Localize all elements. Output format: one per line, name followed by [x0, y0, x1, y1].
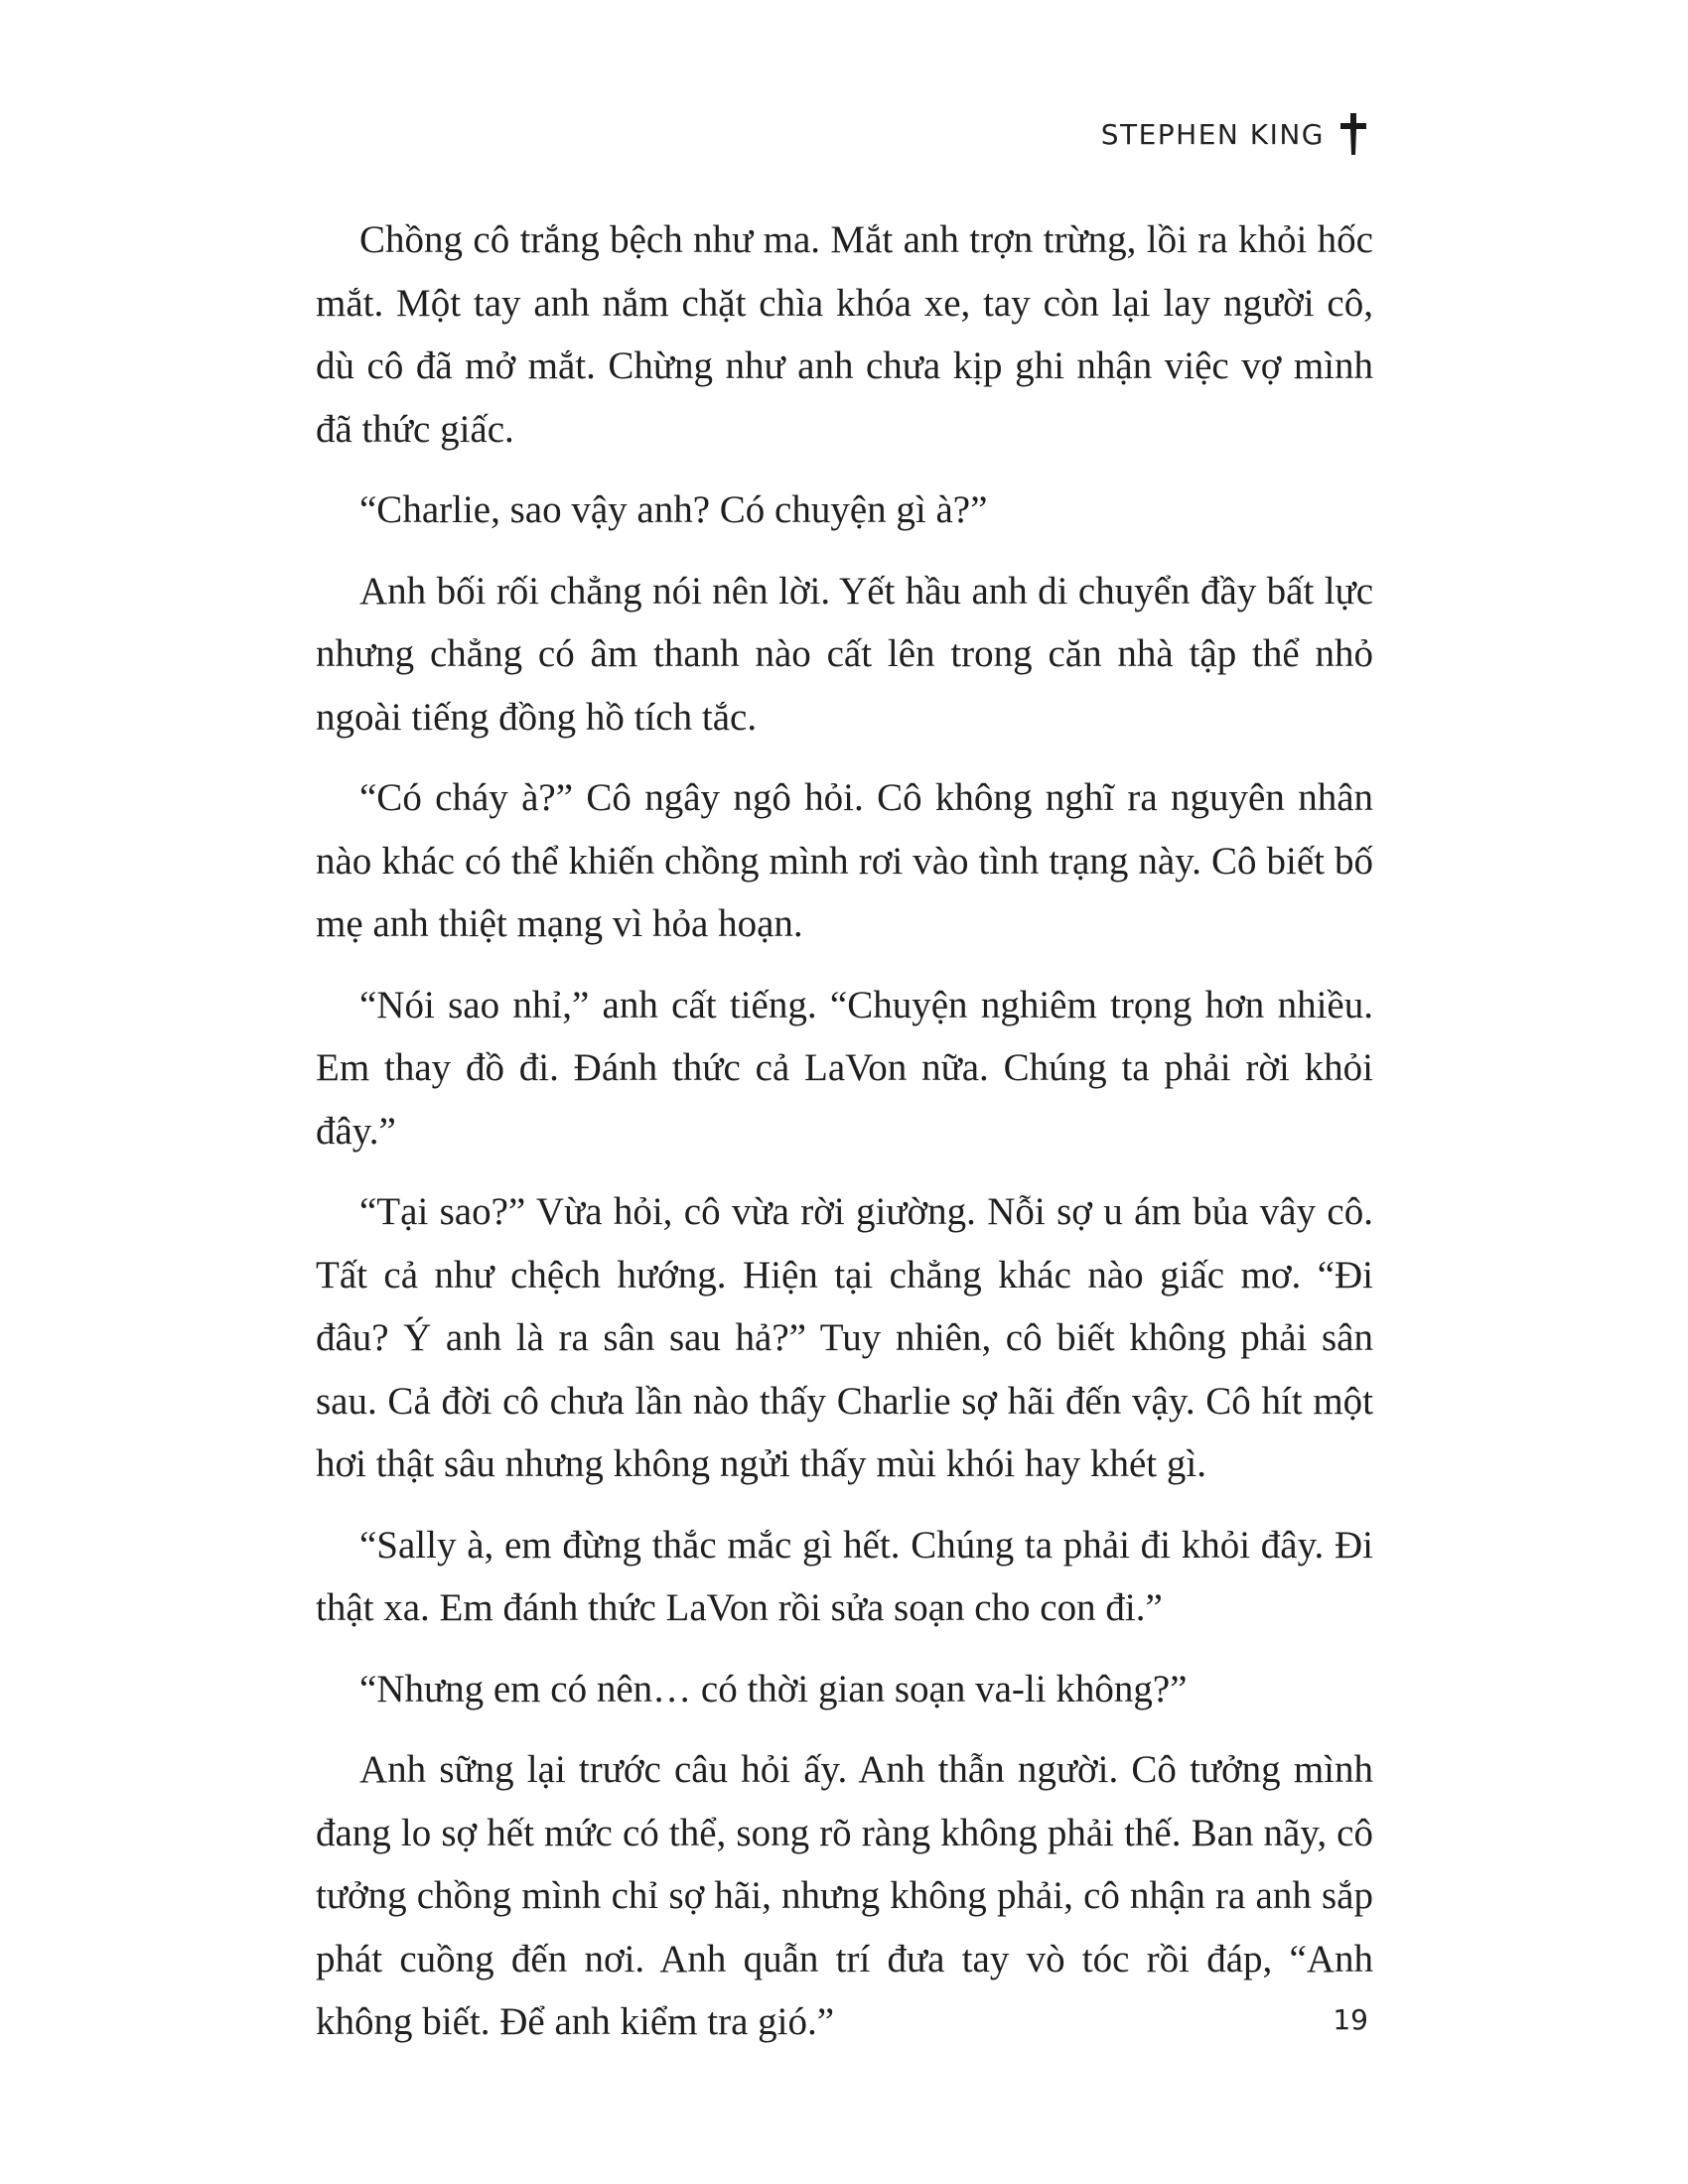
chapter-body: [316, 208, 1373, 2072]
paragraph-7: “Sally à, em đừng thắc mắc gì hết. Chúng ta phải đi khỏi đây. Đi thật xa. Em đánh thức LaVon rồi sửa soạn cho con đi.”: [316, 1523, 1373, 1629]
paragraph-5: “Nói sao nhỉ,” anh cất tiếng. “Chuyện nghiêm trọng hơn nhiều. Em thay đồ đi. Đánh thức cả LaVon nữa. Chúng ta phải rời khỏi đây.”: [316, 983, 1373, 1153]
cross-icon: [1338, 111, 1368, 157]
page-number: 19: [1333, 2003, 1368, 2036]
paragraph-8: “Nhưng em có nên… có thời gian soạn va-li không?”: [359, 1667, 1188, 1710]
paragraph-4: “Có cháy à?” Cô ngây ngô hỏi. Cô không nghĩ ra nguyên nhân nào khác có thể khiến chồng mình rơi vào tình trạng này. Cô biết bố mẹ anh thiệt mạng vì hỏa hoạn.: [316, 776, 1373, 945]
paragraph-9: Anh sững lại trước câu hỏi ấy. Anh thẫn người. Cô tưởng mình đang lo sợ hết mức có thể, song rõ ràng không phải thế. Ban nãy, cô tưởng chồng mình chỉ sợ hãi, nhưng không phải, cô nhận ra anh sắp phát cuồng đến nơi. Anh quẫn trí đưa tay vò tóc rồi đáp, “Anh không biết. Để anh kiểm tra gió.”: [316, 1748, 1373, 2043]
paragraph-1: Chồng cô trắng bệch như ma. Mắt anh trợn trừng, lồi ra khỏi hốc mắt. Một tay anh nắm chặt chìa khóa xe, tay còn lại lay người cô, dù cô đã mở mắt. Chừng như anh chưa kịp ghi nhận việc vợ mình đã thức giấc.: [316, 218, 1373, 451]
paragraph-3: Anh bối rối chẳng nói nên lời. Yết hầu anh di chuyển đầy bất lực nhưng chẳng có âm thanh nào cất lên trong căn nhà tập thể nhỏ ngoài tiếng đồng hồ tích tắc.: [316, 569, 1373, 739]
running-head: [1101, 111, 1368, 157]
paragraph-6: “Tại sao?” Vừa hỏi, cô vừa rời giường. Nỗi sợ u ám bủa vây cô. Tất cả như chệch hướng. Hiện tại chẳng khác nào giấc mơ. “Đi đâu? Ý anh là ra sân sau hả?” Tuy nhiên, cô biết không phải sân sau. Cả đời cô chưa lần nào thấy Charlie sợ hãi đến vậy. Cô hít một hơi thật sâu nhưng không ngửi thấy mùi khói hay khét gì.: [316, 1190, 1373, 1485]
running-head-author: STEPHEN KING: [1100, 117, 1325, 151]
paragraph-2: “Charlie, sao vậy anh? Có chuyện gì à?”: [359, 488, 988, 531]
